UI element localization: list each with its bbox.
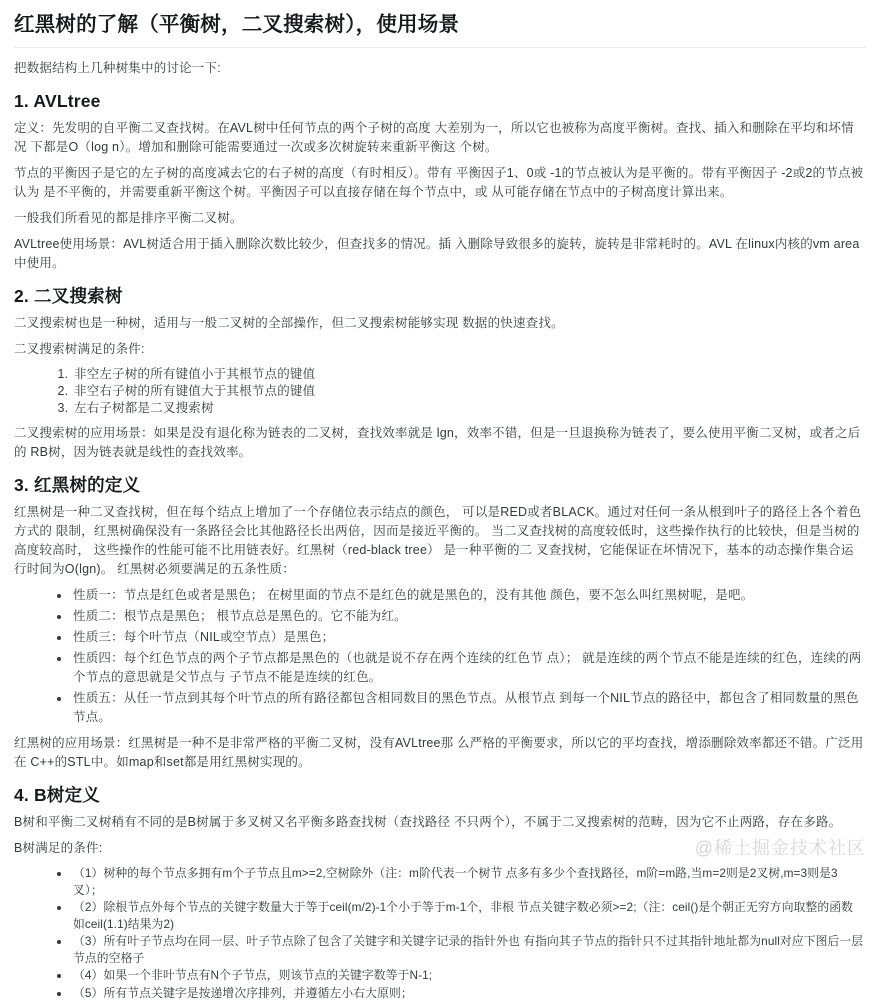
section-bst-heading: 2. 二叉搜索树 xyxy=(14,286,866,307)
bst-conditions-list xyxy=(14,366,866,417)
list-item: 2. 非空右子树的所有键值大于其根节点的键值 xyxy=(72,383,866,400)
avltree-balance-factor-paragraph: 节点的平衡因子是它的左子树的高度减去它的右子树的高度（有时相反）。带有 平衡因子1、0或 -1的节点被认为是平衡的。带有平衡因子 -2或2的节点被认为 是不平衡的，并需要重新平衡这个树。平衡因子可以直接存储在每个节点中，或 从可能存储在节点中的子树高度计算出来。 xyxy=(14,164,866,202)
avltree-usage-paragraph: AVLtree使用场景：AVL树适合用于插入删除次数比较少，但查找多的情况。插 入删除导致很多的旋转，旋转是非常耗时的。AVL 在linux内核的vm area中使用。 xyxy=(14,235,866,273)
section-bst xyxy=(14,286,866,462)
list-item: • 性质三：每个叶节点（NIL或空节点）是黑色； xyxy=(71,628,866,647)
bst-intro-paragraph: 二叉搜索树也是一种树，适用与一般二叉树的全部操作，但二叉搜索树能够实现 数据的快速查找。 xyxy=(14,314,866,333)
rbtree-definition-paragraph: 红黑树是一种二叉查找树，但在每个结点上增加了一个存储位表示结点的颜色， 可以是RED或者BLACK。通过对任何一条从根到叶子的路径上各个着色方式的 限制，红黑树确保没有一条路径会比其他路径长出两倍，因而是接近平衡的。 当二叉查找树的高度较低时，这些操作执行的比较快，但是当树的高度较高时， 这些操作的性能可能不比用链表好。红黑树（red-black tree） 是一种平衡的二 叉查找树，它能保证在坏情况下，基本的动态操作集合运行时间为O(lgn)。 红黑树必须要满足的五条性质： xyxy=(14,503,866,579)
section-rbtree xyxy=(14,475,866,772)
list-item: • （5）所有节点关键字是按递增次序排列，并遵循左小右大原则； xyxy=(71,985,866,1001)
rbtree-usage-paragraph: 红黑树的应用场景：红黑树是一种不是非常严格的平衡二叉树，没有AVLtree那 么严格的平衡要求，所以它的平均查找，增添删除效率都还不错。广泛用在 C++的STL中。如map和set都是用红黑树实现的。 xyxy=(14,734,866,772)
list-item: 1. 非空左子树的所有键值小于其根节点的键值 xyxy=(72,366,866,383)
section-btree xyxy=(14,785,866,1001)
intro-paragraph: 把数据结构上几种树集中的讨论一下: xyxy=(14,59,866,78)
article-page xyxy=(0,12,880,1001)
list-item: • （2）除根节点外每个节点的关键字数量大于等于ceil(m/2)-1个小于等于m-1个，非根 节点关键字数必须>=2;（注：ceil()是个朝正无穷方向取整的函数 如ceil(1.1)结果为2) xyxy=(71,899,866,932)
list-item: 3. 左右子树都是二叉搜索树 xyxy=(72,400,866,417)
rbtree-properties-list xyxy=(14,586,866,727)
btree-intro-paragraph: B树和平衡二叉树稍有不同的是B树属于多叉树又名平衡多路查找树（查找路径 不只两个），不属于二叉搜索树的范畴，因为它不止两路，存在多路。 xyxy=(14,813,866,832)
list-item: • （3）所有叶子节点均在同一层、叶子节点除了包含了关键字和关键字记录的指针外也 有指向其子节点的指针只不过其指针地址都为null对应下图后一层节点的空格子 xyxy=(71,933,866,966)
avltree-definition-paragraph: 定义：先发明的自平衡二叉查找树。在AVL树中任何节点的两个子树的高度 大差别为一，所以它也被称为高度平衡树。查找、插入和删除在平均和坏情况 下都是O（log n）。增加和删除可能需要通过一次或多次树旋转来重新平衡这 个树。 xyxy=(14,119,866,157)
juejin-watermark: @稀土掘金技术社区 xyxy=(695,834,866,860)
list-item: • 性质五：从任一节点到其每个叶节点的所有路径都包含相同数目的黑色节点。从根节点 到每一个NIL节点的路径中，都包含了相同数量的黑色节点。 xyxy=(71,689,866,727)
list-item: • 性质二：根节点是黑色； 根节点总是黑色的。它不能为红。 xyxy=(71,607,866,626)
section-btree-heading: 4. B树定义 xyxy=(14,785,866,806)
btree-conditions-label: B树满足的条件: xyxy=(14,839,866,858)
section-avltree xyxy=(14,91,866,273)
bst-conditions-label: 二叉搜索树满足的条件: xyxy=(14,340,866,359)
bst-usage-paragraph: 二叉搜索树的应用场景：如果是没有退化称为链表的二叉树，查找效率就是 lgn，效率不错，但是一旦退换称为链表了，要么使用平衡二叉树，或者之后的 RB树，因为链表就是线性的查找效率。 xyxy=(14,424,866,462)
section-rbtree-heading: 3. 红黑树的定义 xyxy=(14,475,866,496)
section-avltree-heading: 1. AVLtree xyxy=(14,91,866,112)
btree-conditions-list xyxy=(14,865,866,1001)
page-title: 红黑树的了解（平衡树，二叉搜索树），使用场景 xyxy=(14,12,866,48)
list-item: • （1）树种的每个节点多拥有m个子节点且m>=2,空树除外（注：m阶代表一个树节 点多有多少个查找路径，m阶=m路,当m=2则是2叉树,m=3则是3叉）； xyxy=(71,865,866,898)
avltree-note-paragraph: 一般我们所看见的都是排序平衡二叉树。 xyxy=(14,209,866,228)
list-item: • 性质四：每个红色节点的两个子节点都是黑色的（也就是说不存在两个连续的红色节 点）； 就是连续的两个节点不能是连续的红色，连续的两个节点的意思就是父节点与 子节点不能是连续的红色。 xyxy=(71,649,866,687)
list-item: • （4）如果一个非叶节点有N个子节点，则该节点的关键字数等于N-1; xyxy=(71,967,866,984)
list-item: • 性质一：节点是红色或者是黑色； 在树里面的节点不是红色的就是黑色的，没有其他 颜色，要不怎么叫红黑树呢，是吧。 xyxy=(71,586,866,605)
